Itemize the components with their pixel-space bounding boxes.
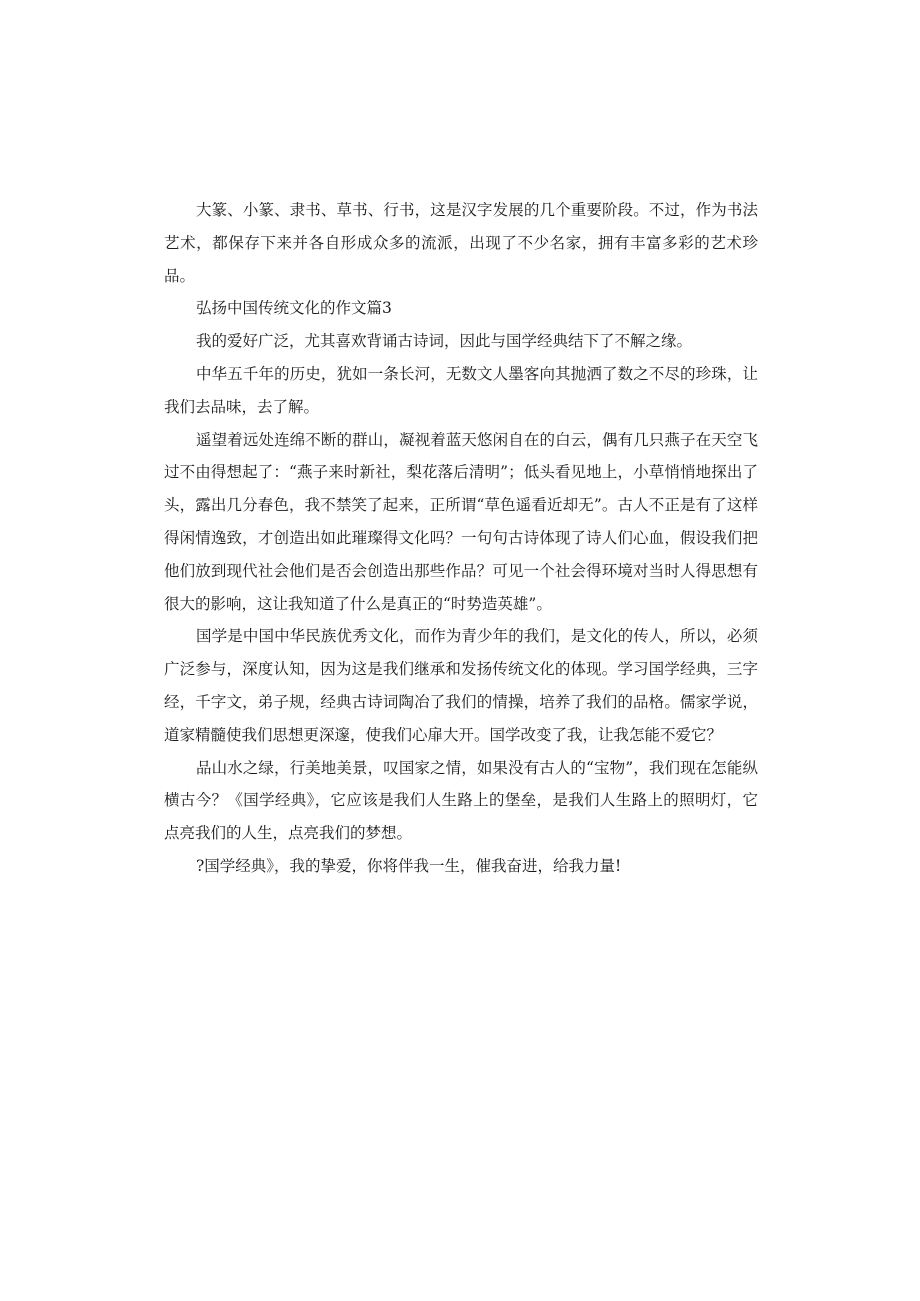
paragraph-calligraphy: 大篆、小篆、隶书、草书、行书，这是汉字发展的几个重要阶段。不过，作为书法艺术，都保存下来并各自形成众多的流派，出现了不少名家，拥有丰富多彩的艺术珍品。 [164,201,758,285]
paragraph-closing: ?国学经典》，我的挚爱，你将伴我一生，催我奋进，给我力量! [196,856,622,875]
document-body [164,194,758,883]
paragraph-history: 中华五千年的历史，犹如一条长河，无数文人墨客向其抛洒了数之不尽的珍珠，让我们去品味，去了解。 [164,364,758,416]
paragraph-guoxue: 国学是中国中华民族优秀文化，而作为青少年的我们，是文化的传人，所以，必须广泛参与，深度认知，因为这是我们继承和发扬传统文化的体现。学习国学经典，三字经，千字文，弟子规，经典古诗词陶冶了我们的情操，培养了我们的品格。儒家学说，道家精髓使我们思想更深邃，使我们心扉大开。国学改变了我，让我怎能不爱它？ [164,627,758,744]
essay-heading: 弘扬中国传统文化的作文篇3 [196,299,392,318]
paragraph-treasure: 品山水之绿，行美地美景，叹国家之情，如果没有古人的“宝物”，我们现在怎能纵横古今？《国学经典》，它应该是我们人生路上的堡垒，是我们人生路上的照明灯，它点亮我们的人生，点亮我们的梦想。 [164,758,758,843]
paragraph-scenery: 遥望着远处连绵不断的群山，凝视着蓝天悠闲自在的白云，偶有几只燕子在天空飞过不由得想起了：“燕子来时新社，梨花落后清明”；低头看见地上，小草悄悄地探出了头，露出几分春色，我不禁笑了起来，正所谓“草色遥看近却无”。古人不正是有了这样得闲情逸致，才创造出如此璀璨得文化吗？一句句古诗体现了诗人们心血，假设我们把他们放到现代社会他们是否会创造出那些作品？可见一个社会得环境对当时人得思想有很大的影响，这让我知道了什么是真正的“时势造英雄”。 [164,430,758,613]
paragraph-hobby: 我的爱好广泛，尤其喜欢背诵古诗词，因此与国学经典结下了不解之缘。 [196,332,693,351]
